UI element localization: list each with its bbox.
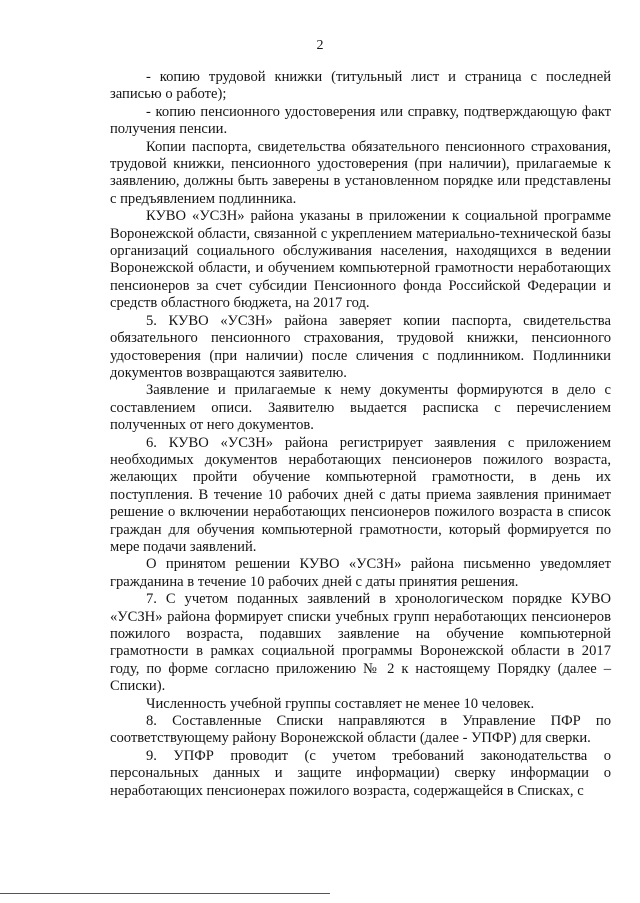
paragraph-2: - копию пенсионного удостоверения или справку, подтверждающую факт получения пенсии. (110, 103, 611, 138)
bottom-divider (0, 893, 330, 894)
paragraph-11: 8. Составленные Списки направляются в Управление ПФР по соответствующему району Воронежской области (далее - УПФР) для сверки. (110, 713, 611, 747)
paragraph-12: 9. УПФР проводит (с учетом требований законодательства о персональных данных и защите информации) сверку информации о неработающих пенсионерах пожилого возраста, содержащейся в Списках, с (110, 747, 611, 799)
paragraph-9: 7. С учетом поданных заявлений в хронологическом порядке КУВО «УСЗН» района формирует списки учебных групп неработающих пенсионеров пожилого возраста, подавших заявление на обучение компьютерной грамотности в рамках социальной программы Воронежской области в 2017 году, по форме согласно приложению № 2 к настоящему Порядку (далее – Списки). (110, 591, 611, 695)
paragraph-10: Численность учебной группы составляет не менее 10 человек. (146, 695, 535, 712)
page-number: 2 (316, 38, 324, 53)
paragraph-6: Заявление и прилагаемые к нему документы формируются в дело с составлением описи. Заявителю выдается расписка с перечислением полученных от него документов. (110, 382, 611, 434)
paragraph-5: 5. КУВО «УСЗН» района заверяет копии паспорта, свидетельства обязательного пенсионного страхования, трудовой книжки, пенсионного удостоверения (при наличии) после сличения с подлинником. Подлинники документов возвращаются заявителю. (110, 312, 611, 381)
paragraph-7: 6. КУВО «УСЗН» района регистрирует заявления с приложением необходимых документов неработающих пенсионеров пожилого возраста, желающих пройти обучение компьютерной грамотности, в день их поступления. В течение 10 рабочих дней с даты приема заявления принимает решение о включении неработающих пенсионеров пожилого возраста в список граждан для обучения компьютерной грамотности, который формируется по мере подачи заявлений. (110, 434, 611, 555)
paragraph-8: О принятом решении КУВО «УСЗН» района письменно уведомляет гражданина в течение 10 рабочих дней с даты принятия решения. (110, 556, 611, 590)
document-body (110, 69, 611, 800)
paragraph-4: КУВО «УСЗН» района указаны в приложении к социальной программе Воронежской области, связанной с укреплением материально-технической базы организаций социального обслуживания населения, находящихся в ведении Воронежской области, и обучением компьютерной грамотности неработающих пенсионеров за счет субсидии Пенсионного фонда Российской Федерации и средств областного бюджета, на 2017 год. (110, 208, 611, 312)
paragraph-3: Копии паспорта, свидетельства обязательного пенсионного страхования, трудовой книжки, пенсионного удостоверения (при наличии), прилагаемые к заявлению, должны быть заверены в установленном порядке или представлены с предъявлением подлинника. (110, 138, 611, 207)
paragraph-1: - копию трудовой книжки (титульный лист и страница с последней записью о работе); (110, 69, 611, 103)
